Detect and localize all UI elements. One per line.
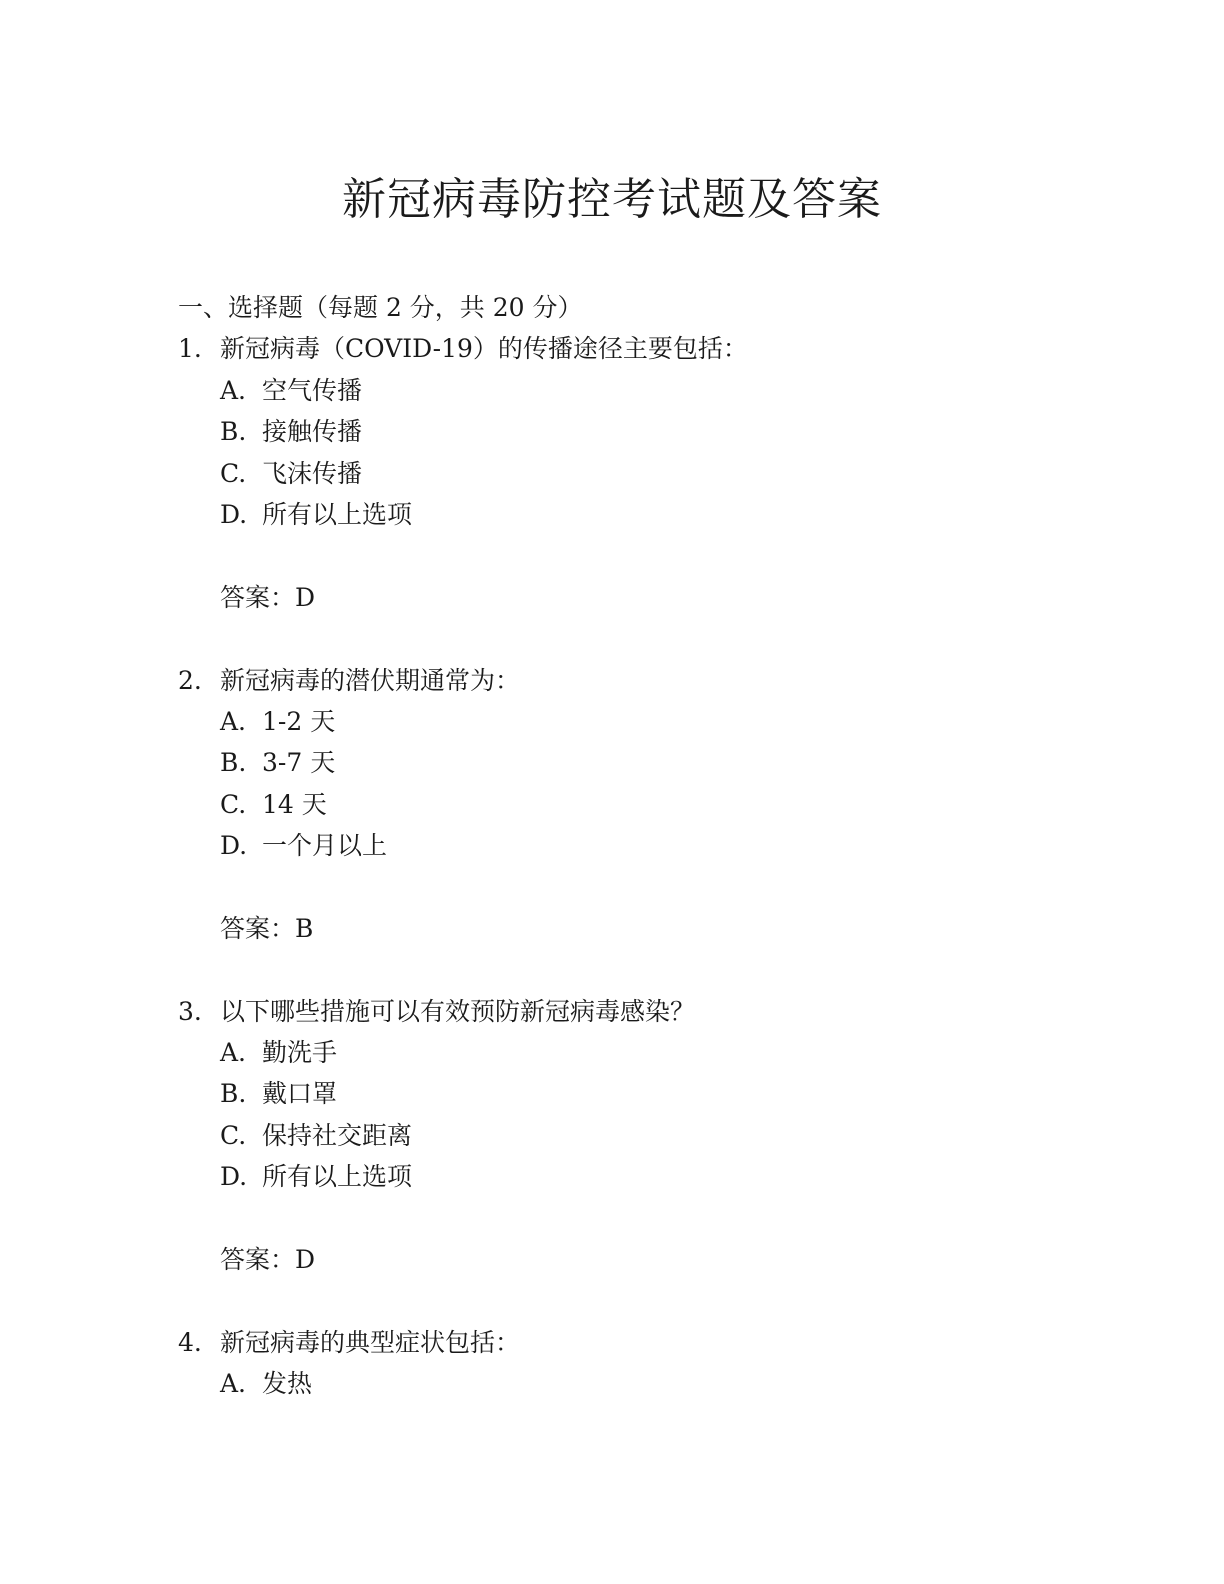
question-stem [178,328,1078,369]
question-number: 1. [178,334,202,364]
option-letter: B. [220,417,247,447]
document-body [178,287,1078,1405]
option-d [178,825,1078,866]
answer-line: 答案：D [220,1244,316,1274]
option-letter: C. [220,458,247,488]
option-a [178,1363,1078,1404]
option-text: 一个月以上 [262,831,388,861]
option-text: 接触传播 [262,417,363,447]
option-letter: A. [220,1038,247,1068]
option-text: 戴口罩 [262,1079,338,1109]
spacer [178,1198,1078,1239]
option-text: 所有以上选项 [262,1162,413,1192]
option-d [178,1156,1078,1197]
option-letter: A. [220,1369,247,1399]
option-letter: B. [220,1079,247,1109]
option-letter: D. [220,831,248,861]
option-text: 14 天 [262,789,327,819]
option-letter: C. [220,789,247,819]
question-1 [178,328,1078,659]
option-text: 空气传播 [262,375,363,405]
option-b [178,1073,1078,1114]
option-letter: A. [220,375,247,405]
question-number: 2. [178,665,202,695]
option-a [178,701,1078,742]
question-text: 以下哪些措施可以有效预防新冠病毒感染？ [220,996,696,1026]
question-text: 新冠病毒的典型症状包括： [220,1327,521,1357]
option-text: 发热 [262,1369,313,1399]
option-b [178,411,1078,452]
question-stem [178,991,1078,1032]
question-text: 新冠病毒的潜伏期通常为： [220,665,521,695]
option-text: 勤洗手 [262,1038,338,1068]
spacer [178,1280,1078,1321]
spacer [178,618,1078,659]
spacer [178,866,1078,907]
option-text: 1-2 天 [262,706,336,736]
question-2 [178,660,1078,991]
option-d [178,494,1078,535]
question-stem [178,1322,1078,1363]
question-number: 4. [178,1327,202,1357]
spacer [178,535,1078,576]
option-letter: A. [220,706,247,736]
spacer [178,949,1078,990]
document-title: 新冠病毒防控考试题及答案 [342,174,882,225]
option-a [178,370,1078,411]
option-c [178,784,1078,825]
answer-line: 答案：D [220,582,316,612]
answer-line: 答案：B [220,913,314,943]
question-4 [178,1322,1078,1405]
section-heading: 一、选择题（每题 2 分，共 20 分） [178,293,583,322]
option-b [178,742,1078,783]
option-letter: D. [220,1162,248,1192]
option-text: 所有以上选项 [262,499,413,529]
option-text: 3-7 天 [262,748,336,778]
question-stem [178,660,1078,701]
option-letter: C. [220,1120,247,1150]
question-text: 新冠病毒（COVID-19）的传播途径主要包括： [220,334,748,364]
option-text: 飞沫传播 [262,458,363,488]
question-3 [178,991,1078,1322]
option-c [178,1115,1078,1156]
option-text: 保持社交距离 [262,1120,413,1150]
option-c [178,453,1078,494]
question-number: 3. [178,996,202,1026]
option-letter: B. [220,748,247,778]
option-a [178,1032,1078,1073]
option-letter: D. [220,499,248,529]
